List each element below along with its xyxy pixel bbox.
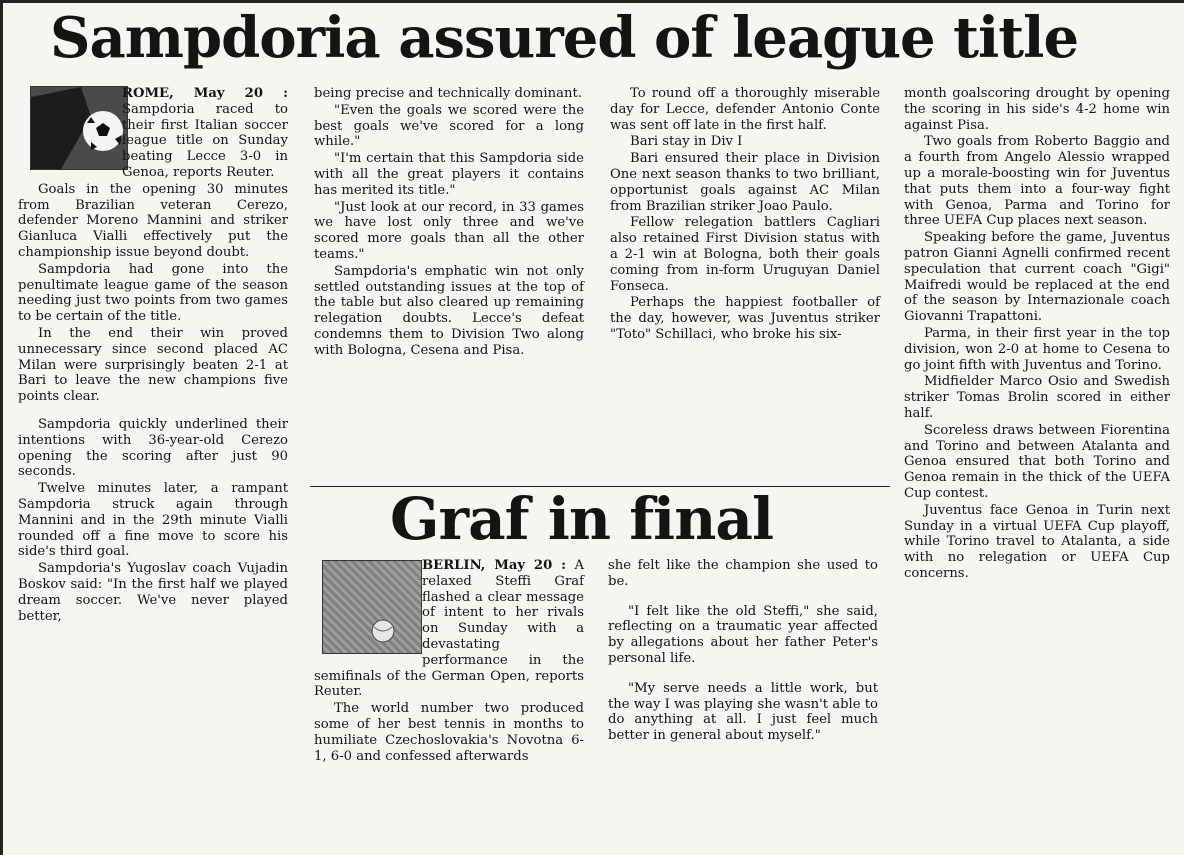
subhead-bari: Bari stay in Div I — [630, 134, 743, 150]
paragraph: Midfielder Marco Osio and Swedish striker Tomas Brolin scored in either half. — [904, 374, 1170, 421]
paragraph: A relaxed Steffi Graf flashed a clear message of intent to her rivals on Sunday with a devastating performance in the semifinals of the German Open, reports Reuter. — [314, 558, 584, 700]
left-rule — [0, 0, 3, 855]
graf-column-2 — [608, 558, 878, 828]
paragraph: Sampdoria's Yugoslav coach Vujadin Boskov said: "In the first half we played dream soccer. We've never played better, — [18, 561, 288, 624]
graf-dateline: BERLIN, May 20 : — [422, 558, 566, 573]
paragraph: Speaking before the game, Juventus patron Gianni Agnelli confirmed recent speculation that current coach "Gigi" Maifredi would be replaced at the end of the season by Internazionale coach Giovanni Trapattoni. — [904, 230, 1170, 325]
paragraph: being precise and technically dominant. — [314, 86, 582, 101]
paragraph: Fellow relegation battlers Cagliari also retained First Division status with a 2-1 win at Bologna, both their goals coming from in-form Uruguyan Daniel Fonseca. — [610, 215, 880, 294]
paragraph: "I felt like the old Steffi," she said, reflecting on a traumatic year affected by allegations about her father Peter's personal life. — [608, 603, 878, 666]
main-headline: Sampdoria assured of league title — [50, 5, 1079, 71]
paragraph: Goals in the opening 30 minutes from Brazilian veteran Cerezo, defender Moreno Mannini and striker Gianluca Vialli effectively put the championship issue beyond doubt. — [18, 181, 288, 260]
paragraph: In the end their win proved unnecessary since second placed AC Milan were surprisingly beaten 2-1 at Bari to leave the new champions five points clear. — [18, 325, 288, 405]
paragraph: month goalscoring drought by opening the scoring in his side's 4-2 home win against Pisa. — [904, 86, 1170, 133]
sampdoria-dateline: ROME, May 20 : — [122, 86, 288, 101]
paragraph: "Even the goals we scored were the best goals we've scored for a long while." — [314, 102, 584, 150]
paragraph: "I'm certain that this Sampdoria side with all the great players it contains has merited its title." — [314, 151, 584, 198]
paragraph: To round off a thoroughly miserable day for Lecce, defender Antonio Conte was sent off late in the first half. — [610, 86, 880, 133]
sampdoria-column-1 — [18, 86, 288, 826]
paragraph: Two goals from Roberto Baggio and a fourth from Angelo Alessio wrapped up a morale-boosting win for Juventus that puts them into a four-way fight with Genoa, Parma and Torino for three UEFA Cup places next season. — [904, 134, 1170, 229]
graf-headline: Graf in final — [390, 485, 773, 553]
paragraph: Sampdoria's emphatic win not only settled outstanding issues at the top of the table but also cleared up remaining relegation doubts. Lecce's defeat condemns them to Division Two along with Bologna, Cesena and Pisa. — [314, 263, 584, 358]
graf-column-1 — [314, 558, 584, 828]
photo-float-spacer — [18, 86, 122, 172]
paragraph: "My serve needs a little work, but the way I was playing she wasn't able to do anything at all. I just feel much better in general about myself." — [608, 680, 878, 744]
paragraph: Bari ensured their place in Division One next season thanks to two brilliant, opportunist goals against AC Milan from Brazilian striker Joao Paulo. — [610, 151, 880, 214]
paragraph: Sampdoria had gone into the penultimate league game of the season needing just two points from two games to be certain of the title. — [18, 261, 288, 325]
paragraph: Sampdoria raced to their first Italian soccer league title on Sunday beating Lecce 3-0 in Genoa, reports Reuter. — [122, 101, 288, 180]
paragraph: Juventus face Genoa in Turin next Sunday in a virtual UEFA Cup playoff, while Torino travel to Atalanta, a side with no relegation or UEFA Cup concerns. — [904, 502, 1170, 581]
photo-float-spacer — [314, 558, 422, 654]
paragraph: Sampdoria quickly underlined their intentions with 36-year-old Cerezo opening the scoring after just 90 seconds. — [18, 416, 288, 480]
paragraph: Parma, in their first year in the top division, won 2-0 at home to Cesena to go joint fifth with Juventus and Torino. — [904, 325, 1170, 373]
paragraph: Scoreless draws between Fiorentina and Torino and between Atalanta and Genoa ensured that both Torino and Genoa remain in the thick of the UEFA Cup contest. — [904, 422, 1170, 501]
paragraph: "Just look at our record, in 33 games we have lost only three and we've scored more goals than all the other teams." — [314, 199, 584, 262]
sampdoria-column-3 — [610, 86, 880, 484]
paragraph: Twelve minutes later, a rampant Sampdoria struck again through Mannini and in the 29th minute Vialli rounded off a fine move to score his side's third goal. — [18, 481, 288, 560]
sampdoria-column-4 — [904, 86, 1170, 826]
sampdoria-column-2 — [314, 86, 584, 484]
paragraph: Perhaps the happiest footballer of the day, however, was Juventus striker "Toto" Schillaci, who broke his six- — [610, 295, 880, 342]
paragraph: The world number two produced some of her best tennis in months to humiliate Czechoslovakia's Novotna 6-1, 6-0 and confessed afterwards — [314, 701, 584, 764]
paragraph: she felt like the champion she used to be. — [608, 558, 878, 589]
